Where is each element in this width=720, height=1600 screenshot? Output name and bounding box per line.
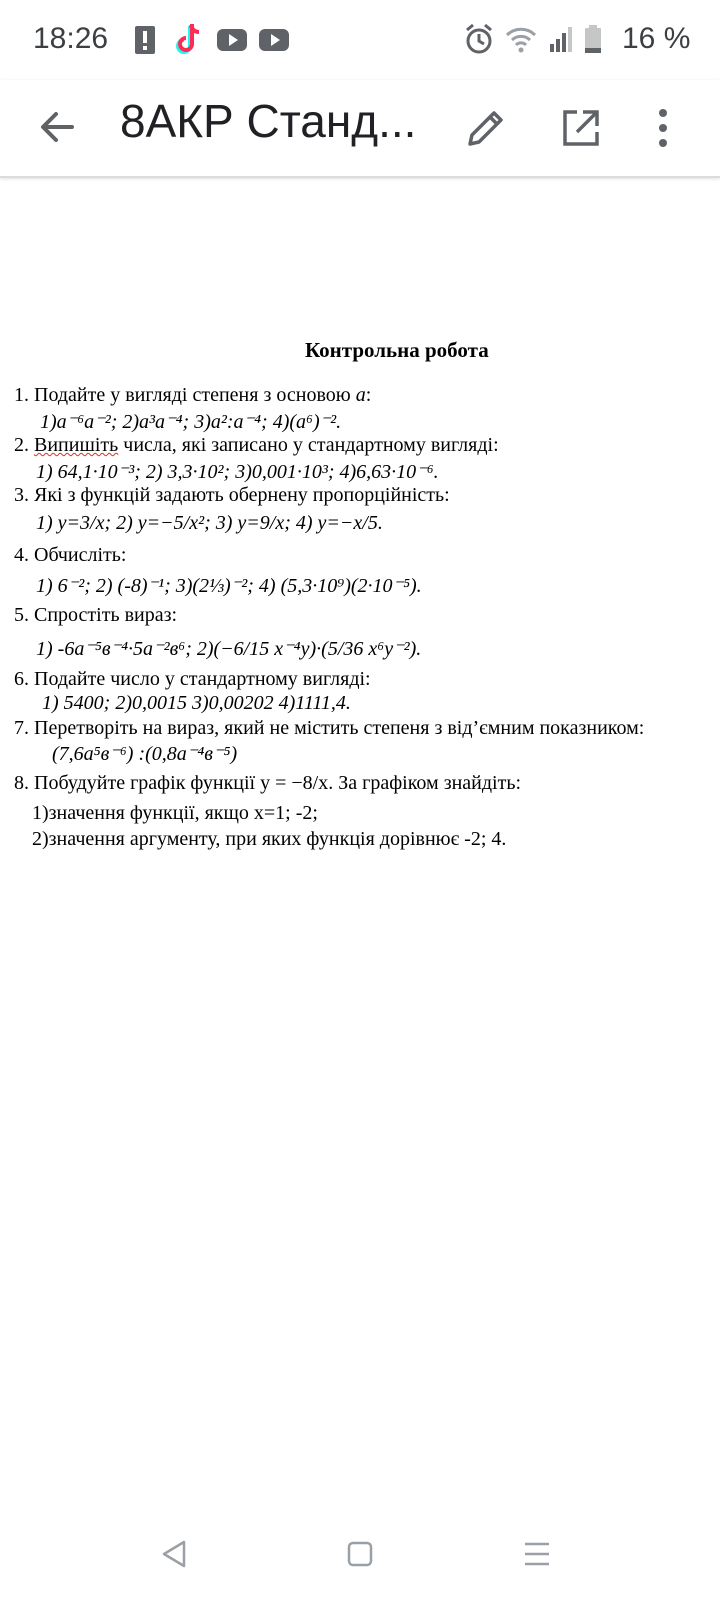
- signal-icon: [548, 22, 574, 56]
- document-page: [0, 178, 720, 1508]
- system-nav-bar: [0, 1508, 720, 1600]
- document-title: 8АКР Станд...: [120, 95, 417, 147]
- youtube-icon: [216, 22, 248, 56]
- alarm-icon: [464, 22, 494, 56]
- task-5-options: 1) -6a⁻⁵в⁻⁴·5a⁻²в⁶; 2)(−6/15 x⁻⁴y)·(5/36 x⁶y⁻²).: [36, 638, 422, 660]
- open-external-icon[interactable]: [555, 102, 607, 154]
- task-1: 1. Подайте у вигляді степеня з основою a:: [14, 384, 372, 406]
- task-6: 6. Подайте число у стандартному вигляді:: [14, 668, 371, 690]
- task-8: 8. Побудуйте графік функції y = −8/x. За графіком знайдіть:: [14, 772, 522, 794]
- task-3-options: 1) y=3/x; 2) y=−5/x²; 3) y=9/x; 4) y=−x/5.: [36, 512, 383, 534]
- battery-percentage: 16 %: [622, 22, 691, 55]
- back-arrow-icon[interactable]: [34, 102, 84, 152]
- nav-back-icon[interactable]: [154, 1534, 194, 1574]
- task-3: 3. Які з функцій задають обернену пропорційність:: [14, 484, 450, 506]
- doc-heading: Контрольна робота: [305, 338, 489, 362]
- task-8-part-2: 2)значення аргументу, при яких функція дорівнює -2; 4.: [32, 828, 507, 850]
- task-2-options: 1) 64,1·10⁻³; 2) 3,3·10²; 3)0,001·10³; 4)6,63·10⁻⁶.: [36, 461, 439, 483]
- wifi-icon: [505, 22, 537, 56]
- status-bar: [0, 0, 720, 80]
- task-8-part-1: 1)значення функції, якщо x=1; -2;: [32, 802, 318, 824]
- alert-icon: [133, 22, 157, 56]
- task-2: 2. Випишіть числа, які записано у стандартному вигляді:: [14, 434, 499, 456]
- tiktok-icon: [174, 22, 204, 56]
- nav-home-icon[interactable]: [340, 1534, 380, 1574]
- status-time: 18:26: [33, 22, 109, 55]
- youtube-icon: [258, 22, 290, 56]
- task-1-options: 1)a⁻⁶a⁻²; 2)a³a⁻⁴; 3)a²:a⁻⁴; 4)(a⁶)⁻².: [40, 411, 342, 433]
- pencil-icon[interactable]: [460, 102, 512, 154]
- task-7: 7. Перетворіть на вираз, який не містить степеня з від’ємним показником:: [14, 717, 645, 739]
- task-7-expression: (7,6a⁵в⁻⁶) :(0,8a⁻⁴в⁻⁵): [52, 743, 238, 765]
- battery-icon: [583, 22, 603, 56]
- task-6-options: 1) 5400; 2)0,0015 3)0,00202 4)1111,4.: [42, 692, 351, 714]
- more-vert-icon[interactable]: [637, 102, 689, 154]
- app-bar: [0, 80, 720, 178]
- task-4: 4. Обчисліть:: [14, 544, 127, 566]
- task-4-options: 1) 6⁻²; 2) (-8)⁻¹; 3)(2⅓)⁻²; 4) (5,3·10⁹)(2·10⁻⁵).: [36, 575, 422, 597]
- nav-recents-icon[interactable]: [517, 1534, 557, 1574]
- task-5: 5. Спростіть вираз:: [14, 604, 178, 626]
